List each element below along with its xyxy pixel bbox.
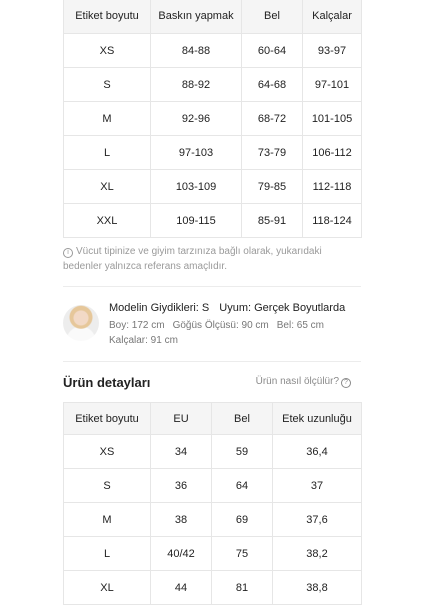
table-cell: 68-72 [242, 102, 303, 136]
table-row [64, 469, 362, 503]
column-header: Kalçalar [303, 0, 362, 34]
table-cell: 69 [212, 503, 273, 537]
column-header: Etiket boyutu [64, 0, 151, 34]
table-cell: 59 [212, 435, 273, 469]
table-row [64, 204, 362, 238]
table-cell: 64-68 [242, 68, 303, 102]
table-cell: 97-103 [151, 136, 242, 170]
size-chart-table [63, 0, 362, 238]
table-row [64, 170, 362, 204]
table-cell: M [64, 102, 151, 136]
info-icon: i [63, 248, 73, 258]
table-cell: 79-85 [242, 170, 303, 204]
how-to-measure-link[interactable] [256, 376, 351, 388]
table-row [64, 435, 362, 469]
table-header-row [64, 0, 362, 34]
table-cell: XS [64, 435, 151, 469]
question-icon: ? [341, 378, 351, 388]
table-cell: 44 [151, 571, 212, 605]
model-height: Boy: 172 cm [109, 320, 165, 331]
table-cell: 101-105 [303, 102, 362, 136]
table-cell: 37 [273, 469, 362, 503]
table-cell: 118-124 [303, 204, 362, 238]
size-disclaimer [63, 244, 363, 274]
model-chest: Göğüs Ölçüsü: 90 cm [172, 320, 269, 331]
model-size-worn: Modelin Giydikleri: S [109, 302, 210, 314]
model-waist: Bel: 65 cm [276, 320, 324, 331]
table-cell: 37,6 [273, 503, 362, 537]
column-header: Bel [242, 0, 303, 34]
table-cell: 112-118 [303, 170, 362, 204]
table-row [64, 102, 362, 136]
table-cell: S [64, 68, 151, 102]
model-fit: Uyum: Gerçek Boyutlarda [219, 302, 346, 314]
table-cell: 34 [151, 435, 212, 469]
table-cell: 97-101 [303, 68, 362, 102]
table-cell: 38,8 [273, 571, 362, 605]
table-cell: 106-112 [303, 136, 362, 170]
table-cell: L [64, 136, 151, 170]
table-cell: 38,2 [273, 537, 362, 571]
product-details-table [63, 402, 362, 605]
column-header: Bel [212, 403, 273, 435]
table-row [64, 571, 362, 605]
table-cell: XS [64, 34, 151, 68]
table-cell: 84-88 [151, 34, 242, 68]
table-cell: XL [64, 170, 151, 204]
table-cell: 38 [151, 503, 212, 537]
table-cell: 75 [212, 537, 273, 571]
table-cell: M [64, 503, 151, 537]
table-cell: 64 [212, 469, 273, 503]
table-cell: 88-92 [151, 68, 242, 102]
size-disclaimer-text: Vücut tipinize ve giyim tarzınıza bağlı olarak, yukarıdaki bedenler yalnızca referans amaçlıdır. [63, 246, 322, 272]
table-cell: 93-97 [303, 34, 362, 68]
table-cell: 109-115 [151, 204, 242, 238]
table-row [64, 503, 362, 537]
table-cell: L [64, 537, 151, 571]
avatar [63, 305, 99, 341]
table-cell: 36,4 [273, 435, 362, 469]
table-cell: S [64, 469, 151, 503]
table-row [64, 34, 362, 68]
section-title: Ürün detayları [63, 375, 151, 390]
table-cell: 60-64 [242, 34, 303, 68]
column-header: EU [151, 403, 212, 435]
column-header: Baskın yapmak [151, 0, 242, 34]
table-cell: 85-91 [242, 204, 303, 238]
model-info [63, 302, 363, 352]
table-cell: XL [64, 571, 151, 605]
table-row [64, 68, 362, 102]
table-cell: 81 [212, 571, 273, 605]
table-cell: 103-109 [151, 170, 242, 204]
column-header: Etiket boyutu [64, 403, 151, 435]
table-header-row [64, 403, 362, 435]
table-cell: 92-96 [151, 102, 242, 136]
table-cell: 40/42 [151, 537, 212, 571]
how-to-measure-label: Ürün nasıl ölçülür? [255, 376, 339, 387]
divider [63, 286, 361, 287]
table-row [64, 537, 362, 571]
table-cell: 36 [151, 469, 212, 503]
table-cell: 73-79 [242, 136, 303, 170]
table-cell: XXL [64, 204, 151, 238]
model-hips: Kalçalar: 91 cm [109, 335, 178, 346]
table-row [64, 136, 362, 170]
column-header: Etek uzunluğu [273, 403, 362, 435]
divider [63, 361, 361, 362]
